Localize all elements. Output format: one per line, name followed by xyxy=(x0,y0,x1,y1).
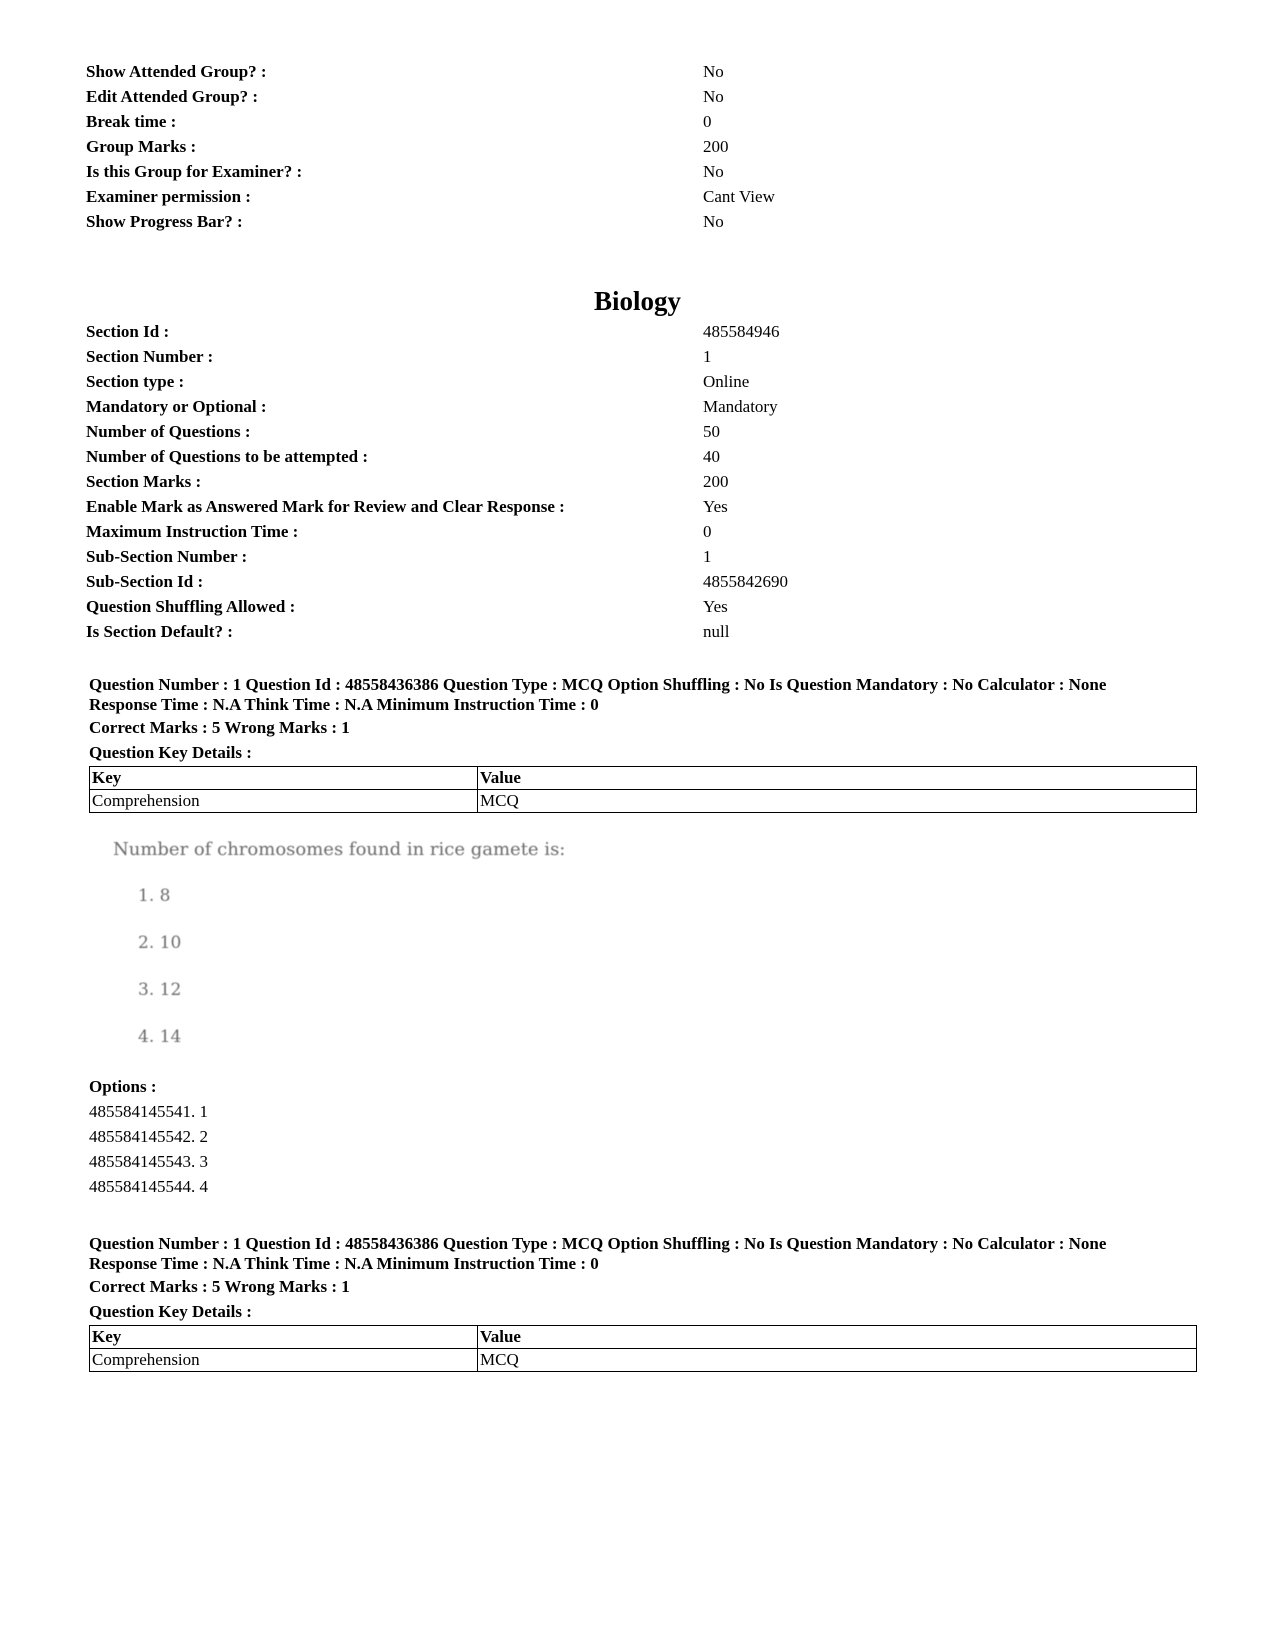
table-header-key: Key xyxy=(90,1326,478,1349)
group-setting-row xyxy=(86,109,1196,134)
field-key: Section Id : xyxy=(86,322,170,341)
question-marks: Correct Marks : 5 Wrong Marks : 1 xyxy=(89,1277,350,1296)
section-field-row xyxy=(86,619,1196,644)
question-header-line: Response Time : N.A Think Time : N.A Minimum Instruction Time : 0 xyxy=(89,1254,599,1273)
field-value: Yes xyxy=(703,597,728,616)
field-value: null xyxy=(703,622,730,641)
group-setting-row xyxy=(86,84,1196,109)
section-field-row xyxy=(86,469,1196,494)
setting-key: Break time : xyxy=(86,112,177,131)
table-cell-key: Comprehension xyxy=(90,790,478,813)
field-value: 40 xyxy=(703,447,720,466)
question-choice: 2. 10 xyxy=(138,933,182,953)
table-header-value: Value xyxy=(478,1326,1197,1349)
table-header-row xyxy=(90,1326,1197,1349)
question-header-line: Question Number : 1 Question Id : 48558436386 Question Type : MCQ Option Shuffling : No Is Question Mandatory : No Calculator : None xyxy=(89,1234,1107,1253)
question-stem: Number of chromosomes found in rice gamete is: xyxy=(113,839,566,860)
question-header xyxy=(89,675,1197,715)
field-key: Mandatory or Optional : xyxy=(86,397,267,416)
section-title: Biology xyxy=(593,286,681,316)
question-block xyxy=(89,675,1197,813)
question-header xyxy=(89,1234,1197,1274)
section-field-row xyxy=(86,319,1196,344)
field-value: Online xyxy=(703,372,750,391)
question-key-details-label: Question Key Details : xyxy=(89,1302,252,1321)
field-key: Number of Questions : xyxy=(86,422,251,441)
field-value: Yes xyxy=(703,497,728,516)
question-choice: 4. 14 xyxy=(138,1027,182,1047)
field-key: Question Shuffling Allowed : xyxy=(86,597,296,616)
question-block xyxy=(89,1234,1197,1372)
setting-value: No xyxy=(703,87,724,106)
table-cell-key: Comprehension xyxy=(90,1349,478,1372)
table-header-key: Key xyxy=(90,767,478,790)
field-value: 1 xyxy=(703,547,712,566)
question-image xyxy=(113,838,633,1058)
group-setting-row xyxy=(86,184,1196,209)
question-header-line: Question Number : 1 Question Id : 48558436386 Question Type : MCQ Option Shuffling : No Is Question Mandatory : No Calculator : None xyxy=(89,675,1107,694)
option-item: 485584145542. 2 xyxy=(89,1127,208,1146)
section-field-row xyxy=(86,544,1196,569)
field-value: Mandatory xyxy=(703,397,778,416)
group-settings-list xyxy=(86,59,1196,234)
field-value: 50 xyxy=(703,422,720,441)
table-cell-value: MCQ xyxy=(478,790,1197,813)
group-setting-row xyxy=(86,209,1196,234)
section-field-row xyxy=(86,494,1196,519)
field-key: Enable Mark as Answered Mark for Review and Clear Response : xyxy=(86,497,565,516)
table-row xyxy=(90,1349,1197,1372)
table-cell-value: MCQ xyxy=(478,1349,1197,1372)
field-key: Section type : xyxy=(86,372,185,391)
field-key: Section Number : xyxy=(86,347,214,366)
setting-value: Cant View xyxy=(703,187,775,206)
field-value: 1 xyxy=(703,347,712,366)
question-header-line: Response Time : N.A Think Time : N.A Minimum Instruction Time : 0 xyxy=(89,695,599,714)
field-key: Sub-Section Id : xyxy=(86,572,204,591)
option-item: 485584145544. 4 xyxy=(89,1177,208,1196)
setting-value: 200 xyxy=(703,137,729,156)
section-field-row xyxy=(86,519,1196,544)
field-key: Section Marks : xyxy=(86,472,202,491)
group-setting-row xyxy=(86,59,1196,84)
section-field-row xyxy=(86,569,1196,594)
setting-value: 0 xyxy=(703,112,712,131)
setting-key: Edit Attended Group? : xyxy=(86,87,259,106)
section-field-row xyxy=(86,444,1196,469)
options-label: Options : xyxy=(89,1077,157,1096)
question-key-details-label: Question Key Details : xyxy=(89,743,252,762)
setting-key: Show Progress Bar? : xyxy=(86,212,243,231)
question-key-table xyxy=(89,766,1197,813)
field-value: 485584946 xyxy=(703,322,780,341)
table-header-row xyxy=(90,767,1197,790)
section-field-row xyxy=(86,594,1196,619)
question-key-table xyxy=(89,1325,1197,1372)
setting-key: Group Marks : xyxy=(86,137,197,156)
section-field-row xyxy=(86,344,1196,369)
field-value: 0 xyxy=(703,522,712,541)
options-list xyxy=(89,1074,208,1199)
section-field-row xyxy=(86,369,1196,394)
section-field-row xyxy=(86,419,1196,444)
setting-key: Is this Group for Examiner? : xyxy=(86,162,303,181)
field-key: Sub-Section Number : xyxy=(86,547,248,566)
field-key: Number of Questions to be attempted : xyxy=(86,447,369,466)
setting-value: No xyxy=(703,62,724,81)
table-row xyxy=(90,790,1197,813)
field-key: Is Section Default? : xyxy=(86,622,233,641)
section-details-list xyxy=(86,319,1196,644)
field-value: 4855842690 xyxy=(703,572,788,591)
section-field-row xyxy=(86,394,1196,419)
group-setting-row xyxy=(86,134,1196,159)
setting-value: No xyxy=(703,162,724,181)
question-choice: 1. 8 xyxy=(138,886,171,906)
option-item: 485584145541. 1 xyxy=(89,1102,208,1121)
setting-key: Show Attended Group? : xyxy=(86,62,267,81)
question-marks: Correct Marks : 5 Wrong Marks : 1 xyxy=(89,718,350,737)
setting-key: Examiner permission : xyxy=(86,187,251,206)
question-choice: 3. 12 xyxy=(138,980,182,1000)
field-value: 200 xyxy=(703,472,729,491)
group-setting-row xyxy=(86,159,1196,184)
table-header-value: Value xyxy=(478,767,1197,790)
field-key: Maximum Instruction Time : xyxy=(86,522,299,541)
option-item: 485584145543. 3 xyxy=(89,1152,208,1171)
setting-value: No xyxy=(703,212,724,231)
